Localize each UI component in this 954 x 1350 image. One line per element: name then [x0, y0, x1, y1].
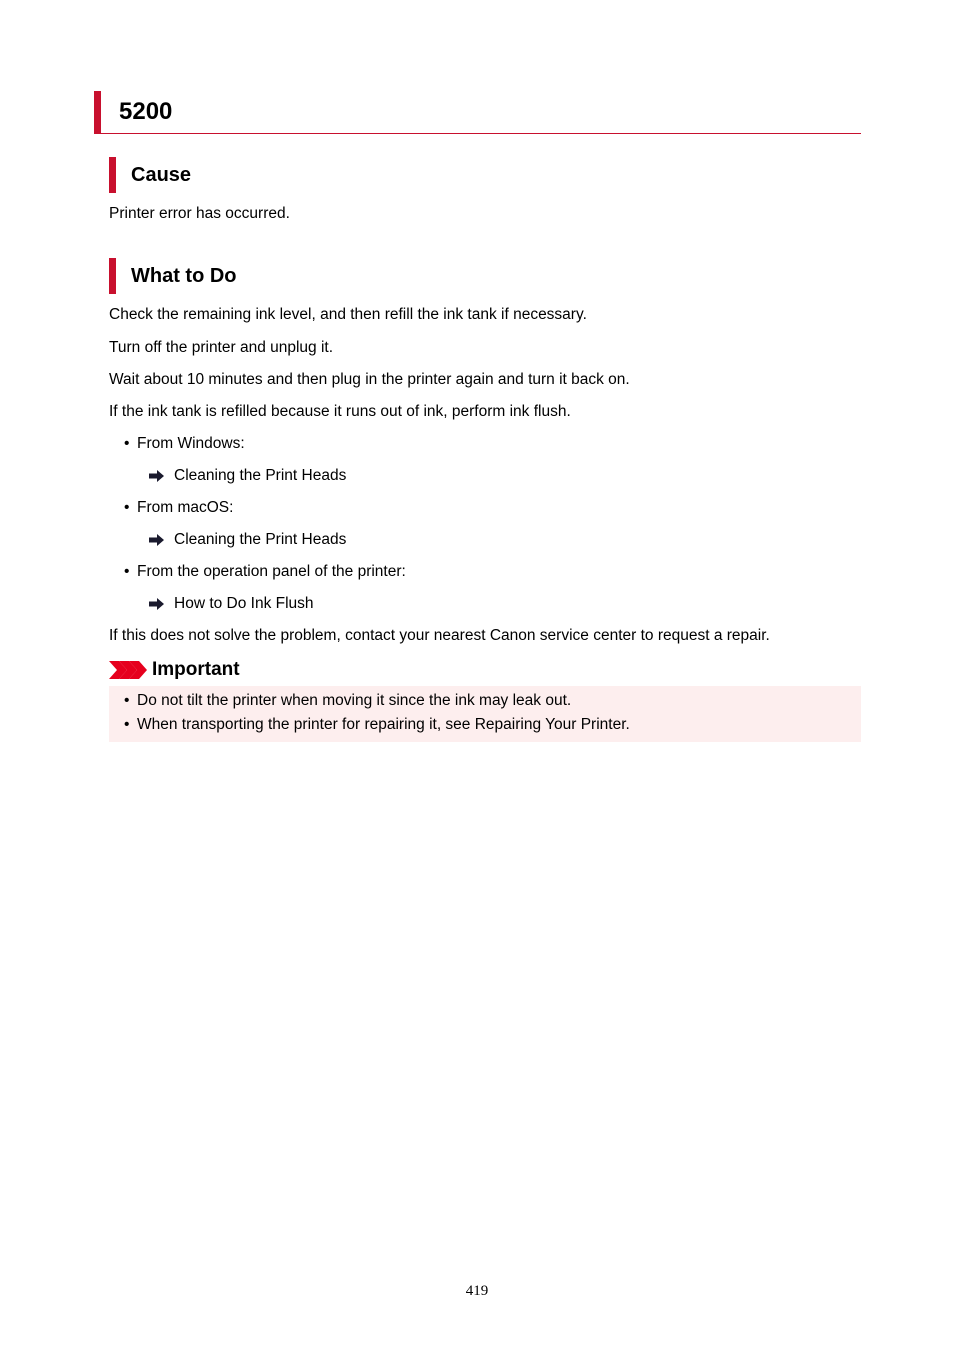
what-to-do-heading-block [109, 258, 809, 294]
what-to-do-heading: What to Do [131, 265, 237, 287]
important-heading [109, 659, 240, 681]
link-text[interactable]: How to Do Ink Flush [174, 595, 314, 612]
paragraph: Check the remaining ink level, and then refill the ink tank if necessary. [109, 306, 587, 323]
important-label: Important [152, 659, 240, 680]
important-chevrons-icon [109, 661, 147, 679]
link-text[interactable]: Cleaning the Print Heads [174, 531, 347, 548]
bullet-dot: • [124, 499, 130, 516]
list-item-label: From macOS: [137, 499, 234, 516]
page-title: 5200 [119, 98, 173, 125]
list-item-label: From Windows: [137, 435, 245, 452]
important-item [124, 691, 571, 711]
paragraph: If the ink tank is refilled because it runs out of ink, perform ink flush. [109, 403, 571, 420]
list-item [124, 562, 406, 582]
bullet-dot: • [124, 716, 130, 733]
page-number: 419 [465, 1283, 489, 1299]
cause-heading-block [109, 157, 809, 193]
important-item-text: Do not tilt the printer when moving it since the ink may leak out. [137, 692, 572, 709]
important-box [109, 686, 861, 742]
arrow-right-icon [149, 470, 164, 482]
arrow-right-icon [149, 598, 164, 610]
link-cleaning-print-heads-windows[interactable] [149, 466, 346, 486]
closing-paragraph: If this does not solve the problem, contact your nearest Canon service center to request a repair. [109, 627, 770, 644]
important-item-text: When transporting the printer for repairing it, see Repairing Your Printer. [137, 716, 630, 733]
list-item [124, 434, 245, 454]
bullet-dot: • [124, 563, 130, 580]
bullet-dot: • [124, 692, 130, 709]
list-item [124, 498, 233, 518]
link-how-to-do-ink-flush[interactable] [149, 594, 314, 614]
link-text[interactable]: Cleaning the Print Heads [174, 467, 347, 484]
list-item-label: From the operation panel of the printer: [137, 563, 406, 580]
heading-accent-bar [109, 157, 116, 193]
title-accent-bar [94, 91, 101, 133]
link-cleaning-print-heads-macos[interactable] [149, 530, 346, 550]
bullet-dot: • [124, 435, 130, 452]
important-item [124, 715, 630, 735]
paragraph: Wait about 10 minutes and then plug in the printer again and turn it back on. [109, 371, 630, 388]
cause-text: Printer error has occurred. [109, 205, 290, 222]
heading-accent-bar [109, 258, 116, 294]
arrow-right-icon [149, 534, 164, 546]
paragraph: Turn off the printer and unplug it. [109, 339, 334, 356]
page-title-block [94, 91, 861, 134]
cause-heading: Cause [131, 164, 192, 186]
